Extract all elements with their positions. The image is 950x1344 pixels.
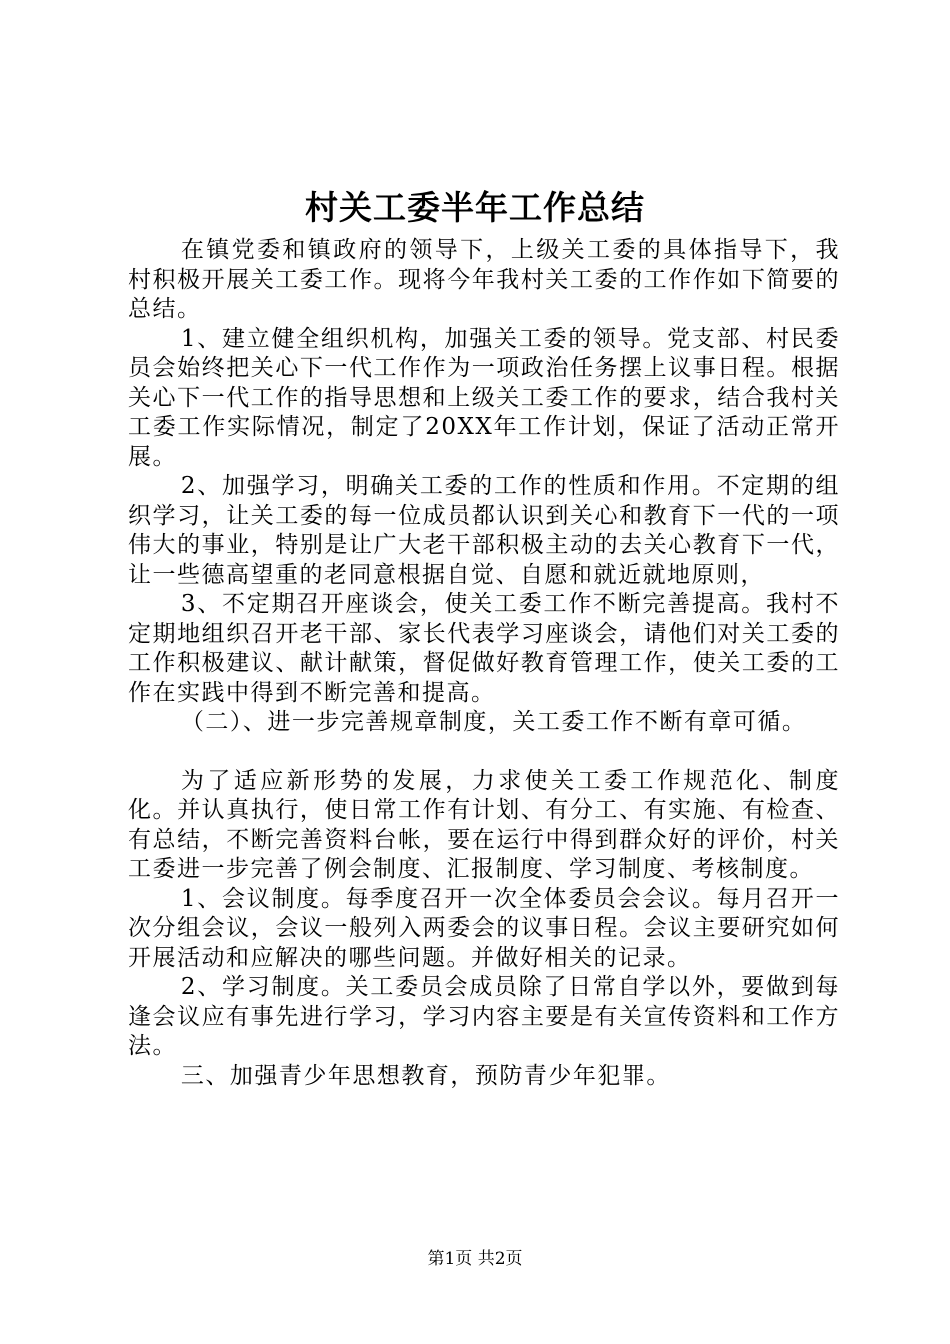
paragraph-item-1-organization: 1、建立健全组织机构，加强关工委的领导。党支部、村民委员会始终把关心下一代工作作为一项政治任务摆上议事日程。根据关心下一代工作的指导思想和上级关工委工作的要求，结合我村关工委工作实际情况，制定了20XX年工作计划，保证了活动正常开展。 xyxy=(128,325,840,470)
paragraph-item-3-symposium: 3、不定期召开座谈会，使关工委工作不断完善提高。我村不定期地组织召开老干部、家长代表学习座谈会，请他们对关工委的工作积极建议、献计献策，督促做好教育管理工作，使关工委的工作在实践中得到不断完善和提高。 xyxy=(128,591,840,706)
paragraph-intro: 在镇党委和镇政府的领导下，上级关工委的具体指导下，我村积极开展关工委工作。现将今年我村关工委的工作作如下简要的总结。 xyxy=(128,237,840,322)
section-heading-regulations: （二）、进一步完善规章制度，关工委工作不断有章可循。 xyxy=(180,709,807,735)
section-heading-youth-education: 三、加强青少年思想教育，预防青少年犯罪。 xyxy=(180,1062,671,1089)
paragraph-regulations-intro: 为了适应新形势的发展，力求使关工委工作规范化、制度化。并认真执行，使日常工作有计划、有分工、有实施、有检查、有总结，不断完善资料台帐，要在运行中得到群众好的评价，村关工委进一步完善了例会制度、汇报制度、学习制度、考核制度。 xyxy=(128,767,840,882)
page-footer: 第1页 共2页 xyxy=(427,1249,523,1269)
paragraph-item-2-study: 2、加强学习，明确关工委的工作的性质和作用。不定期的组织学习，让关工委的每一位成员都认识到关心和教育下一代的一项伟大的事业，特别是让广大老干部积极主动的去关心教育下一代，让一些德高望重的老同意根据自觉、自愿和就近就地原则， xyxy=(128,473,840,588)
document-title: 村关工委半年工作总结 xyxy=(305,188,645,227)
paragraph-study-system: 2、学习制度。关工委员会成员除了日常自学以外，要做到每逢会议应有事先进行学习，学习内容主要是有关宣传资料和工作方法。 xyxy=(128,974,840,1059)
document-body xyxy=(128,236,840,1091)
paragraph-meeting-system: 1、会议制度。每季度召开一次全体委员会会议。每月召开一次分组会议，会议一般列入两委会的议事日程。会议主要研究如何开展活动和应解决的哪些问题。并做好相关的记录。 xyxy=(128,885,840,971)
